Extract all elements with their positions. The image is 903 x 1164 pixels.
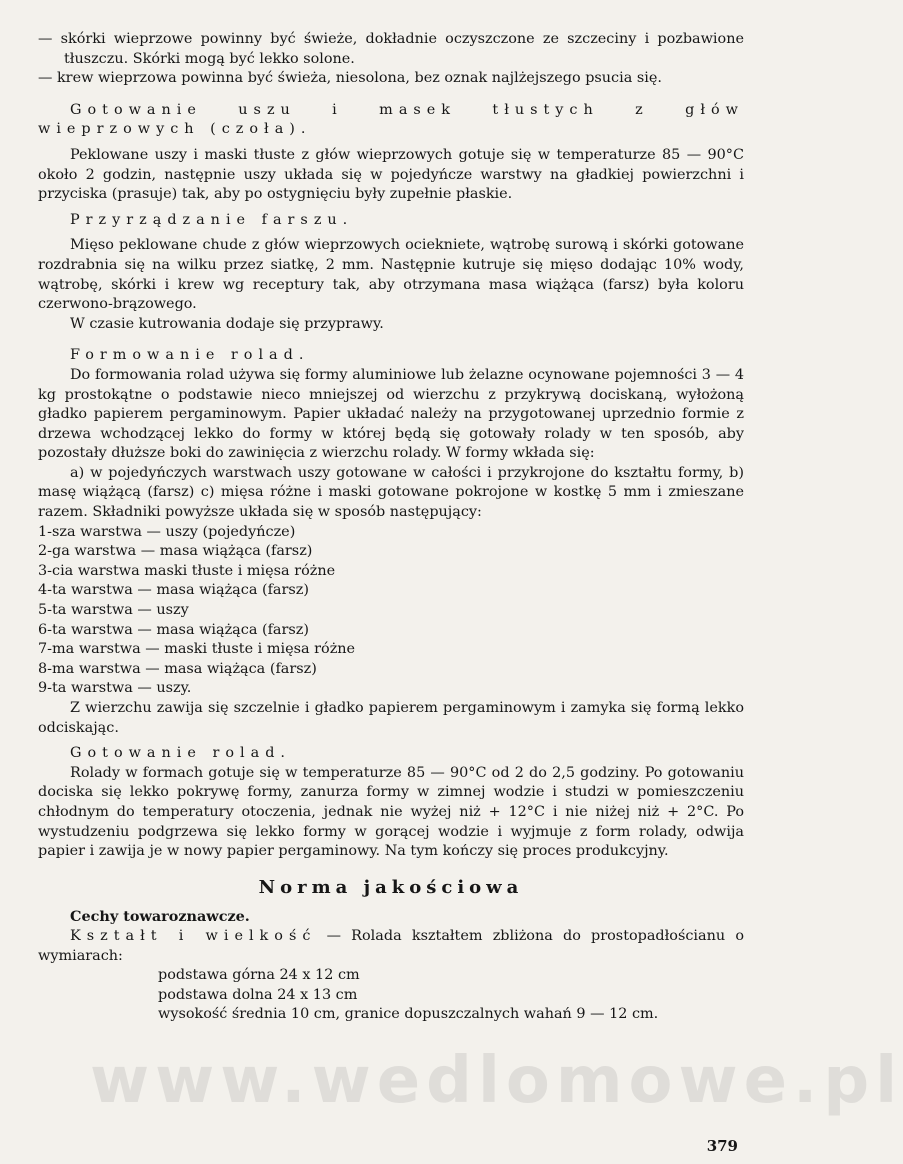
norm-heading: Norma jakościowa bbox=[258, 876, 524, 898]
dimension-item: podstawa górna 24 x 12 cm bbox=[158, 967, 360, 984]
list-item: 6-ta warstwa — masa wiążąca (farsz) bbox=[38, 621, 309, 638]
norm-shape-label: Kształt i wielkość bbox=[70, 927, 317, 944]
document-page bbox=[38, 30, 744, 1025]
list-item: 2-ga warstwa — masa wiążąca (farsz) bbox=[38, 543, 313, 560]
list-item: 8-ma warstwa — masa wiążąca (farsz) bbox=[38, 660, 317, 677]
list-item: 9-ta warstwa — uszy. bbox=[38, 680, 192, 697]
section-body-stuffing: Mięso peklowane chude z głów wieprzowych ociekniete, wątrobę surową i skórki gotowane rozdrabnia się na wilku przez siatkę, 2 mm. Następnie kutruje się mięso dodając 10% wody, wątrobę, skórki i krew wg receptury tak, aby otrzymana masa wiążąca (farsz) była koloru czerwono-brązowego. bbox=[38, 237, 744, 313]
list-item: 4-ta warstwa — masa wiążąca (farsz) bbox=[38, 582, 309, 599]
layer-list bbox=[38, 523, 744, 699]
section-body-cooking-ears: Peklowane uszy i maski tłuste z głów wieprzowych gotuje się w temperaturze 85 — 90°C około 2 godzin, następnie uszy układa się w pojedyńcze warstwy na gładkiej powierzchni i przyciska (prasuje) tak, aby po ostygnięciu były zupełnie płaskie. bbox=[38, 146, 744, 203]
page-number: 379 bbox=[706, 1137, 738, 1155]
intro-line-skins: — skórki wieprzowe powinny być świeże, dokładnie oczyszczone ze szczeciny i pozbawione tłuszczu. Skórki mogą być lekko solone. bbox=[38, 31, 744, 67]
norm-shape-text: — Rolada kształtem zbliżona do prostopadłościanu o wymiarach: bbox=[38, 927, 744, 964]
dimension-item: podstawa dolna 24 x 13 cm bbox=[158, 986, 358, 1003]
list-item: 5-ta warstwa — uszy bbox=[38, 602, 189, 619]
norm-shape-paragraph bbox=[38, 927, 744, 966]
norm-subheading: Cechy towaroznawcze. bbox=[70, 908, 250, 926]
section-body-forming-closing: Z wierzchu zawija się szczelnie i gładko papierem pergaminowym i zamyka się formą lekko odciskając. bbox=[38, 700, 744, 736]
section-body-cooking-rolls: Rolady w formach gotuje się w temperaturze 85 — 90°C od 2 do 2,5 godziny. Po gotowaniu dociska się lekko pokrywę formy, zanurza formy w zimnej wodzie i studzi w pomieszczeniu chłodnym do temperatury otoczenia, jednak nie wyżej niż + 12°C i nie niżej niż + 2°C. Po wystudzeniu podgrzewa się lekko formy w gorącej wodzie i wyjmuje z form rolady, odwija papier i zawija je w nowy papier pergaminowy. Na tym kończy się proces produkcyjny. bbox=[38, 764, 744, 860]
dimension-item: wysokość średnia 10 cm, granice dopuszczalnych wahań 9 — 12 cm. bbox=[158, 1006, 659, 1023]
section-heading-stuffing: Przyrządzanie farszu. bbox=[70, 211, 354, 228]
section-body-forming: Do formowania rolad używa się formy aluminiowe lub żelazne ocynowane pojemności 3 — 4 kg prostokątne o podstawie nieco mniejszej od wierzchu z przykrywą dociskaną, wyłożoną gładko papierem pergaminowym. Papier układać należy na przygotowanej uprzednio formie z drzewa wchodzącej lekko do formy w której będą się gotowały rolady w ten sposób, aby pozostały dłuższe boki do zawinięcia z wierzchu rolady. W formy wkłada się: bbox=[38, 366, 744, 462]
section-body-stuffing-spices: W czasie kutrowania dodaje się przyprawy. bbox=[70, 315, 384, 332]
section-body-forming-ingredients: a) w pojedyńczych warstwach uszy gotowane w całości i przykrojone do kształtu formy, b) masę wiążącą (farsz) c) mięsa różne i maski gotowane pokrojone w kostkę 5 mm i zmieszane razem. Składniki powyższe układa się w sposób następujący: bbox=[38, 464, 744, 521]
section-heading-cooking-rolls: Gotowanie rolad. bbox=[70, 745, 291, 762]
list-item: 3-cia warstwa maski tłuste i mięsa różne bbox=[38, 562, 336, 579]
dimension-list bbox=[38, 966, 744, 1025]
list-item: 1-sza warstwa — uszy (pojedyńcze) bbox=[38, 523, 296, 540]
list-item: 7-ma warstwa — maski tłuste i mięsa różne bbox=[38, 641, 356, 658]
watermark: www.wedlomowe.pl bbox=[90, 1044, 903, 1118]
section-heading-forming: Formowanie rolad. bbox=[70, 347, 310, 364]
section-heading-cooking-ears: Gotowanie uszu i masek tłustych z głów wieprzowych (czoła). bbox=[38, 101, 744, 138]
intro-line-blood: — krew wieprzowa powinna być świeża, niesolona, bez oznak najlżejszego psucia się. bbox=[38, 70, 662, 87]
